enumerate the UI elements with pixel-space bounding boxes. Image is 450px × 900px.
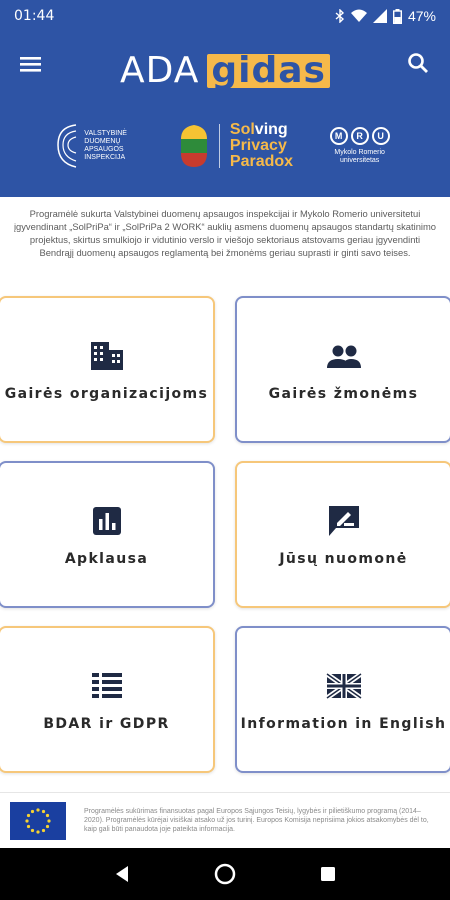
home-icon [214,863,236,885]
menu-grid [0,296,450,776]
back-button[interactable] [110,862,134,886]
list-icon [89,668,125,704]
bar-chart-icon [89,503,125,539]
search-button[interactable] [406,51,430,75]
vdai-logo-text: VALSTYBINĖ DUOMENŲ APSAUGOS INSPEKCIJA [84,130,127,161]
bluetooth-icon [335,9,345,23]
battery-icon [393,9,402,24]
mru-letters [330,127,390,145]
card-apklausa[interactable] [0,461,215,608]
mru-letter-m: M [330,127,348,145]
status-time: 01:44 [14,8,55,24]
card-label: Gairės organizacijoms [4,385,209,402]
funding-text: Programėlės sukūrimas finansuotas pagal Europos Sąjungos Teisių, lygybės ir pilietiškumo programą (2014–2020). Programėlės kūrėjai visiškai atsako už jos turinį. Europos Komisija neprisiima jokios atsakomybės dėl to, kaip gali būti panaudota joje pateikta informacija. [84,808,429,833]
mru-logo [326,127,394,165]
app-header [0,32,450,197]
system-nav-bar [0,848,450,900]
intro-text: Programėlė sukurta Valstybinei duomenų apsaugos inspekcijai ir Mykolo Romerio universitetui įgyvendinant „SolPriPa“ ir „SolPriPa 2 WORK“ auklių asmens duomenų apsaugos standartų skatinimo projektus, skirtus smulkiojo ir vidutinio verslo ir viešojo sektoriaus atstovams geriau įgyvendinti Bendrąjį duomenų apsaugos reglamentą bei žmonėms geriau suprasti ir ginti savo teises. [13,208,437,258]
lithuania-fingerprint-icon [179,123,209,169]
card-label: Jūsų nuomonė [279,550,408,567]
spp-line1b: ving [254,121,288,138]
card-information-in-english[interactable] [235,626,450,773]
signal-icon [373,9,387,23]
back-icon [113,865,131,883]
card-jusu-nuomone[interactable] [235,461,450,608]
battery-percent: 47% [407,8,436,24]
status-bar [0,0,450,32]
card-gaires-zmonems[interactable] [235,296,450,443]
spp-line3: Paradox [229,153,294,170]
people-icon [326,338,362,374]
solpripa-logo-text [230,122,293,170]
vdai-logo [56,123,146,169]
partner-logos [0,118,450,174]
spp-line1: Sol [229,121,255,138]
mru-letter-u: U [372,127,390,145]
brand-highlight: gidas [207,54,330,88]
card-gaires-organizacijoms[interactable] [0,296,215,443]
fingerprint-head-icon [56,123,78,169]
mru-name: Mykolo Romerio universitetas [334,149,385,164]
wifi-icon [351,9,367,23]
uk-flag-icon [326,668,362,704]
logo-divider [219,124,220,168]
buildings-icon [89,338,125,374]
card-label: Information in English [240,715,447,732]
footer-funding [0,792,450,848]
card-bdar-ir-gdpr[interactable] [0,626,215,773]
eu-flag-icon [10,802,66,840]
recents-button[interactable] [316,862,340,886]
solpripa-logo [179,122,293,170]
search-icon [406,51,430,75]
recents-icon [319,865,337,883]
card-label: Gairės žmonėms [268,385,419,402]
mru-letter-r: R [351,127,369,145]
home-button[interactable] [213,862,237,886]
brand-main: ADA [120,50,200,91]
card-label: BDAR ir GDPR [43,715,170,732]
feedback-icon [326,503,362,539]
app-logo [0,50,450,91]
status-icons [335,8,436,24]
card-label: Apklausa [64,550,149,567]
spp-line2: Privacy [229,137,287,154]
